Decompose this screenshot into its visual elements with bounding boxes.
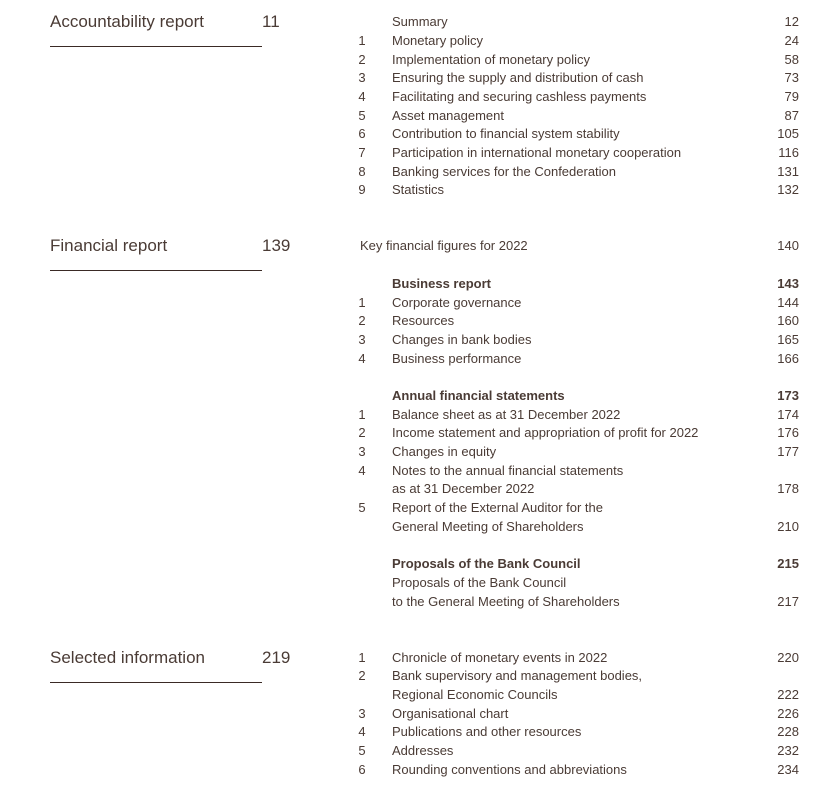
entry-title: Notes to the annual financial statements: [392, 463, 624, 478]
section-page-selected-information: 219: [262, 648, 291, 667]
toc-entry[interactable]: [0, 14, 821, 33]
toc-entry[interactable]: [0, 295, 821, 314]
entry-page: 105: [777, 126, 799, 141]
entry-title: Balance sheet as at 31 December 2022: [392, 407, 621, 422]
entry-title: Report of the External Auditor for the: [392, 500, 604, 515]
entry-title: Regional Economic Councils: [392, 687, 558, 702]
entry-page: 165: [777, 332, 799, 347]
entry-page: 177: [777, 444, 799, 459]
toc-subsection-heading[interactable]: [0, 276, 821, 295]
section-title-selected-information[interactable]: Selected information: [50, 648, 205, 667]
entry-title: to the General Meeting of Shareholders: [392, 594, 620, 609]
entry-number: 4: [358, 463, 366, 478]
entry-page: 215: [777, 556, 799, 571]
toc-entry-continued[interactable]: [0, 687, 821, 706]
entry-page: 24: [784, 33, 799, 48]
section-page-accountability: 11: [262, 12, 280, 31]
entry-page: 144: [777, 295, 799, 310]
toc-subsection-heading[interactable]: [0, 556, 821, 575]
entry-title: Publications and other resources: [392, 724, 582, 739]
toc-entry[interactable]: [0, 425, 821, 444]
entry-title: Proposals of the Bank Council: [392, 575, 567, 590]
section-divider: [50, 270, 262, 271]
entry-page: 87: [784, 108, 799, 123]
entry-number: 4: [358, 351, 366, 366]
entry-title: Banking services for the Confederation: [392, 164, 617, 179]
entry-number: 5: [358, 108, 366, 123]
entry-title: Chronicle of monetary events in 2022: [392, 650, 608, 665]
entry-page: 220: [777, 650, 799, 665]
toc-entry[interactable]: [0, 332, 821, 351]
toc-entry[interactable]: [0, 351, 821, 370]
entry-number: 6: [358, 126, 366, 141]
entry-page: 232: [777, 743, 799, 758]
entry-page: 58: [784, 52, 799, 67]
entry-page: 132: [777, 182, 799, 197]
toc-entry-continued[interactable]: [0, 594, 821, 613]
entry-page: 12: [784, 14, 799, 29]
entry-number: 3: [358, 444, 366, 459]
entry-number: 5: [358, 500, 366, 515]
entry-title: Income statement and appropriation of profit for 2022: [392, 425, 699, 440]
entry-number: 4: [358, 89, 366, 104]
entry-number: 3: [358, 332, 366, 347]
entry-page: 222: [777, 687, 799, 702]
entry-number: 3: [358, 70, 366, 85]
entry-page: 178: [777, 481, 799, 496]
entry-title: Summary: [392, 14, 448, 29]
entry-title: Changes in bank bodies: [392, 332, 532, 347]
entry-number: 1: [358, 295, 366, 310]
entry-title: Business report: [392, 276, 491, 291]
toc-entry[interactable]: [0, 743, 821, 762]
entry-page: 174: [777, 407, 799, 422]
toc-entry[interactable]: [0, 724, 821, 743]
entry-title: Changes in equity: [392, 444, 497, 459]
toc-entry-continued[interactable]: [0, 481, 821, 500]
entry-number: 2: [358, 668, 366, 683]
entry-number: 1: [358, 407, 366, 422]
toc-entry[interactable]: [0, 89, 821, 108]
toc-entry[interactable]: [0, 70, 821, 89]
entry-number: 1: [358, 33, 366, 48]
toc-entry[interactable]: [0, 463, 821, 482]
entry-page: 217: [777, 594, 799, 609]
entry-page: 226: [777, 706, 799, 721]
toc-subsection-heading[interactable]: [0, 388, 821, 407]
toc-entry[interactable]: [0, 238, 821, 257]
entry-title: Addresses: [392, 743, 454, 758]
toc-entry[interactable]: [0, 706, 821, 725]
entry-page: 166: [777, 351, 799, 366]
entry-number: 2: [358, 313, 366, 328]
entry-number: 1: [358, 650, 366, 665]
toc-entry[interactable]: [0, 575, 821, 594]
toc-entry[interactable]: [0, 650, 821, 669]
entry-number: 2: [358, 425, 366, 440]
entry-title: Organisational chart: [392, 706, 509, 721]
entry-title: as at 31 December 2022: [392, 481, 535, 496]
toc-entry[interactable]: [0, 145, 821, 164]
entry-number: 3: [358, 706, 366, 721]
toc-entry-continued[interactable]: [0, 519, 821, 538]
entry-page: 234: [777, 762, 799, 777]
entry-page: 173: [777, 388, 799, 403]
entry-page: 73: [784, 70, 799, 85]
entry-page: 210: [777, 519, 799, 534]
entry-page: 79: [784, 89, 799, 104]
entry-number: 9: [358, 182, 366, 197]
entry-title: Asset management: [392, 108, 505, 123]
toc-entry[interactable]: [0, 126, 821, 145]
entry-page: 131: [777, 164, 799, 179]
entry-title: Bank supervisory and management bodies,: [392, 668, 643, 683]
entry-title: Statistics: [392, 182, 445, 197]
entry-title: Participation in international monetary cooperation: [392, 145, 682, 160]
entry-number: 7: [358, 145, 366, 160]
entry-number: 6: [358, 762, 366, 777]
toc-entry[interactable]: [0, 164, 821, 183]
entry-title: Implementation of monetary policy: [392, 52, 590, 67]
entry-page: 140: [777, 238, 799, 253]
entry-title: Monetary policy: [392, 33, 484, 48]
entry-number: 2: [358, 52, 366, 67]
section-title-accountability[interactable]: Accountability report: [50, 12, 205, 31]
toc-entry[interactable]: [0, 52, 821, 71]
toc-entry[interactable]: [0, 108, 821, 127]
entry-page: 228: [777, 724, 799, 739]
entry-number: 4: [358, 724, 366, 739]
entry-title: Business performance: [392, 351, 522, 366]
entry-number: 8: [358, 164, 366, 179]
entry-title: Annual financial statements: [392, 388, 565, 403]
toc-entry[interactable]: [0, 182, 821, 201]
toc-entry[interactable]: [0, 762, 821, 781]
toc-entry[interactable]: [0, 668, 821, 687]
section-title-financial[interactable]: Financial report: [50, 236, 168, 255]
entry-page: 116: [778, 145, 799, 160]
entry-title: Contribution to financial system stability: [392, 126, 620, 141]
entry-title: General Meeting of Shareholders: [392, 519, 584, 534]
entry-page: 160: [777, 313, 799, 328]
entry-title: Proposals of the Bank Council: [392, 556, 581, 571]
toc-entry[interactable]: [0, 444, 821, 463]
entry-number: 5: [358, 743, 366, 758]
entry-page: 176: [777, 425, 799, 440]
toc-entry[interactable]: [0, 407, 821, 426]
toc-entry[interactable]: [0, 33, 821, 52]
entry-title: Key financial figures for 2022: [360, 238, 528, 253]
entry-title: Facilitating and securing cashless payments: [392, 89, 647, 104]
section-page-financial: 139: [262, 236, 291, 255]
toc-entry[interactable]: [0, 500, 821, 519]
entry-title: Corporate governance: [392, 295, 522, 310]
entry-title: Ensuring the supply and distribution of cash: [392, 70, 644, 85]
entry-title: Rounding conventions and abbreviations: [392, 762, 627, 777]
entry-page: 143: [777, 276, 799, 291]
entry-title: Resources: [392, 313, 455, 328]
toc-entry[interactable]: [0, 313, 821, 332]
